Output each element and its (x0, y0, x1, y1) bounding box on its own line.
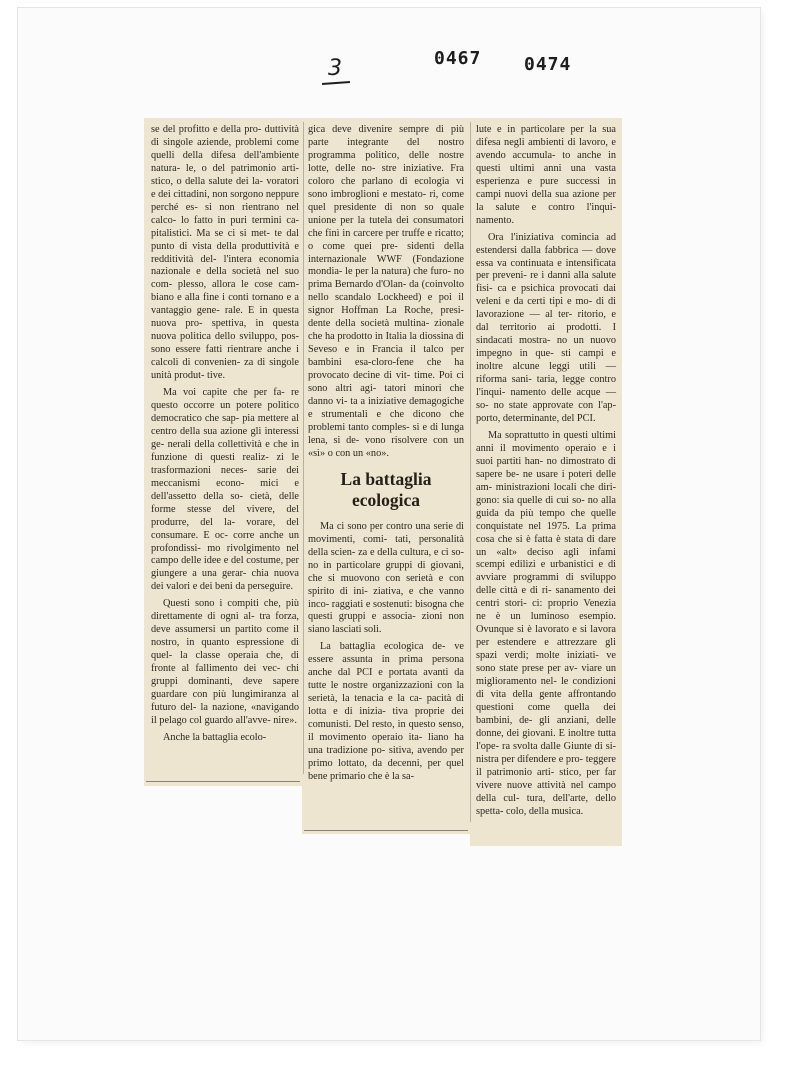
col2-paragraph-3: La battaglia ecologica de- ve essere assunta in prima persona anche dal PCI e portata avanti da tutte le nostre organizzazioni con la serietà, la tenacia e la ca- pacità di lotta e di inizia- tiva proprie dei comunisti. Del resto, in questo senso, il movimento operaio ita- liano ha una tradizione po- sitiva, avendo per primo lottato, da decenni, per quel bene primario che è la sa- (308, 641, 464, 782)
clipping-column-1 (144, 118, 304, 786)
column-separator-2 (470, 122, 471, 822)
col1-paragraph-2: Ma voi capite che per fa- re questo occorre un potere politico democratico che sap- pia mettere al centro della sua azione gli interessi ge- nerali della collettività e che in funzione di questi realiz- zi le trasformazioni neces- sarie dei meccanismi econo- mici e dell'assetto della so- cietà, delle forme stesse del vivere, del produrre, del la- vorare, del consumare. E oc- corre anche un profondissi- mo rivolgimento nel campo delle idee e del costume, per giungere a una gerar- chia nuova dei valori e dei beni da perseguire. (151, 387, 299, 593)
page-number-annotation: 3 (328, 56, 342, 81)
archive-code-left: 0467 (434, 48, 482, 69)
col1-paragraph-1: se del profitto e della pro- duttività di singole aziende, problemi come quelli della difesa dell'ambiente natura- le, o del patrimonio arti- stico, o della salute dei la- voratori e dei cittadini, non sorgono neppure perché es- si non rientrano nel calco- lo fatto in puri termini ca- pitalistici. Ma se ci si met- te dal punto di vista della produttività e redditività del- l'intera economia nazionale e della società nel suo com- plesso, allora le cose cam- biano e alla fine i conti tornano e a vantaggio gene- rale. E in questa nuova pro- spettiva, in questa nuova politica dello sviluppo, pos- sono essere fatti rientrare anche i calcoli di convenien- za di singole unità produt- tive. (151, 124, 299, 382)
col2-paragraph-2: Ma ci sono per contro una serie di movimenti, comi- tati, personalità della scien- za e della cultura, e ci so- no in particolare gruppi di giovani, che si muovono con serietà e con spirito di ini- ziativa, e che vanno inco- raggiati e sostenuti: bisogna che questi gruppi e associa- zioni non siano lasciati soli. (308, 520, 464, 636)
col1-paragraph-4: Anche la battaglia ecolo- (163, 731, 267, 743)
col1-paragraph-3: Questi sono i compiti che, più direttamente di ogni al- tra forza, deve assumersi un partito come il nostro, in quanto espressione di quel- la classe operaia che, di fronte al fallimento dei vec- chi gruppi dominanti, deve sapere guardare con più lungimiranza al futuro del- la nazione, «navigando il pelago col guardo all'avve- nire». (151, 598, 299, 726)
column-separator-1 (303, 122, 304, 774)
col2-paragraph-1: gica deve divenire sempre di più parte integrante del nostro programma politico, delle nostre lotte, delle no- stre iniziative. Fra coloro che parlano di ecologia vi sono imbroglioni e mestato- ri, come quel presidente di non so quale unione per la tutela dei consumatori che finì in carcere per truffe e ricatto; o come quei pre- sidenti della internazionale WWF (Fondazione mondia- le per la natura) che furo- no prima Bernardo d'Olan- da (coinvolto nello scandalo Lockheed) e poi il signor Hoffman La Roche, presi- dente della società multina- zionale che ha prodotto in Italia la diossina di Seveso e in Francia il talco per bambini esa-cloro-fene che ha provocato decine di vit- time. Poi ci sono altri agi- tatori minori che danno vi- ta a iniziative demagogiche e strumentali e che dicono che problemi tanto comples- si e di lunga lena, si de- vono risolvere con un «sì» o con un «no». (308, 124, 464, 459)
column-1-end-rule (146, 781, 300, 782)
col3-paragraph-2: Ora l'iniziativa comincia ad estendersi dalla fabbrica — dove essa va continuata e intensificata per preveni- re i danni alla salute fisi- ca e psichica provocati dai veleni e da certi tipi e mo- di di lavorazione — al ter- ritorio, e dal territorio ai prodotti. I sindacati mostra- no un nuovo impegno in que- sti campi e inoltre alcune leggi utili — riforma sani- taria, legge contro l'inqui- namento delle acque — so- no state approvate con l'ap- porto, determinante, del PCI. (476, 231, 616, 424)
clipping-column-3 (470, 118, 622, 846)
article-subheading: La battaglia ecologica (340, 468, 432, 510)
archive-code-right: 0474 (524, 54, 572, 75)
col3-paragraph-1: lute e in particolare per la sua difesa negli ambienti di lavoro, e avendo accumula- to anche in questi ultimi anni una vasta esperienza e pure successi in campi nuovi della sua azione per la salute e contro l'inqui- namento. (476, 124, 616, 226)
clipping-column-2 (302, 118, 470, 834)
column-2-end-rule (304, 830, 468, 831)
col3-paragraph-3: Ma soprattutto in questi ultimi anni il movimento operaio e i suoi partiti han- no dimostrato di sapere be- ne usare i poteri delle am- ministrazioni locali che diri- gono: sia quelle di cui so- no alla guida da più tempo che quelle conquistate nel 1975. La prima cosa che si è fatta è stata di dare un «alt» deciso agli infami scempi edilizi e urbanistici e di avviare programmi di sviluppo delle città e di ri- sanamento dei centri stori- ci: proprio Venezia ne è un luminoso esempio. Ovunque si è lavorato e si lavora per estendere e attrezzare gli spazi verdi; molte iniziati- ve sono state prese per av- viare un miglioramento nel- le condizioni di vita della gente affrontando questioni come quella dei bambini, de- gli anziani, delle donne, dei giovani. E inoltre tutta l'ope- ra svolta dalle Giunte di si- nistra per difendere e pro- teggere il patrimonio arti- stico, per far vivere nuove attività nel campo della cul- tura, dell'arte, dello spetta- colo, della musica. (476, 429, 616, 817)
